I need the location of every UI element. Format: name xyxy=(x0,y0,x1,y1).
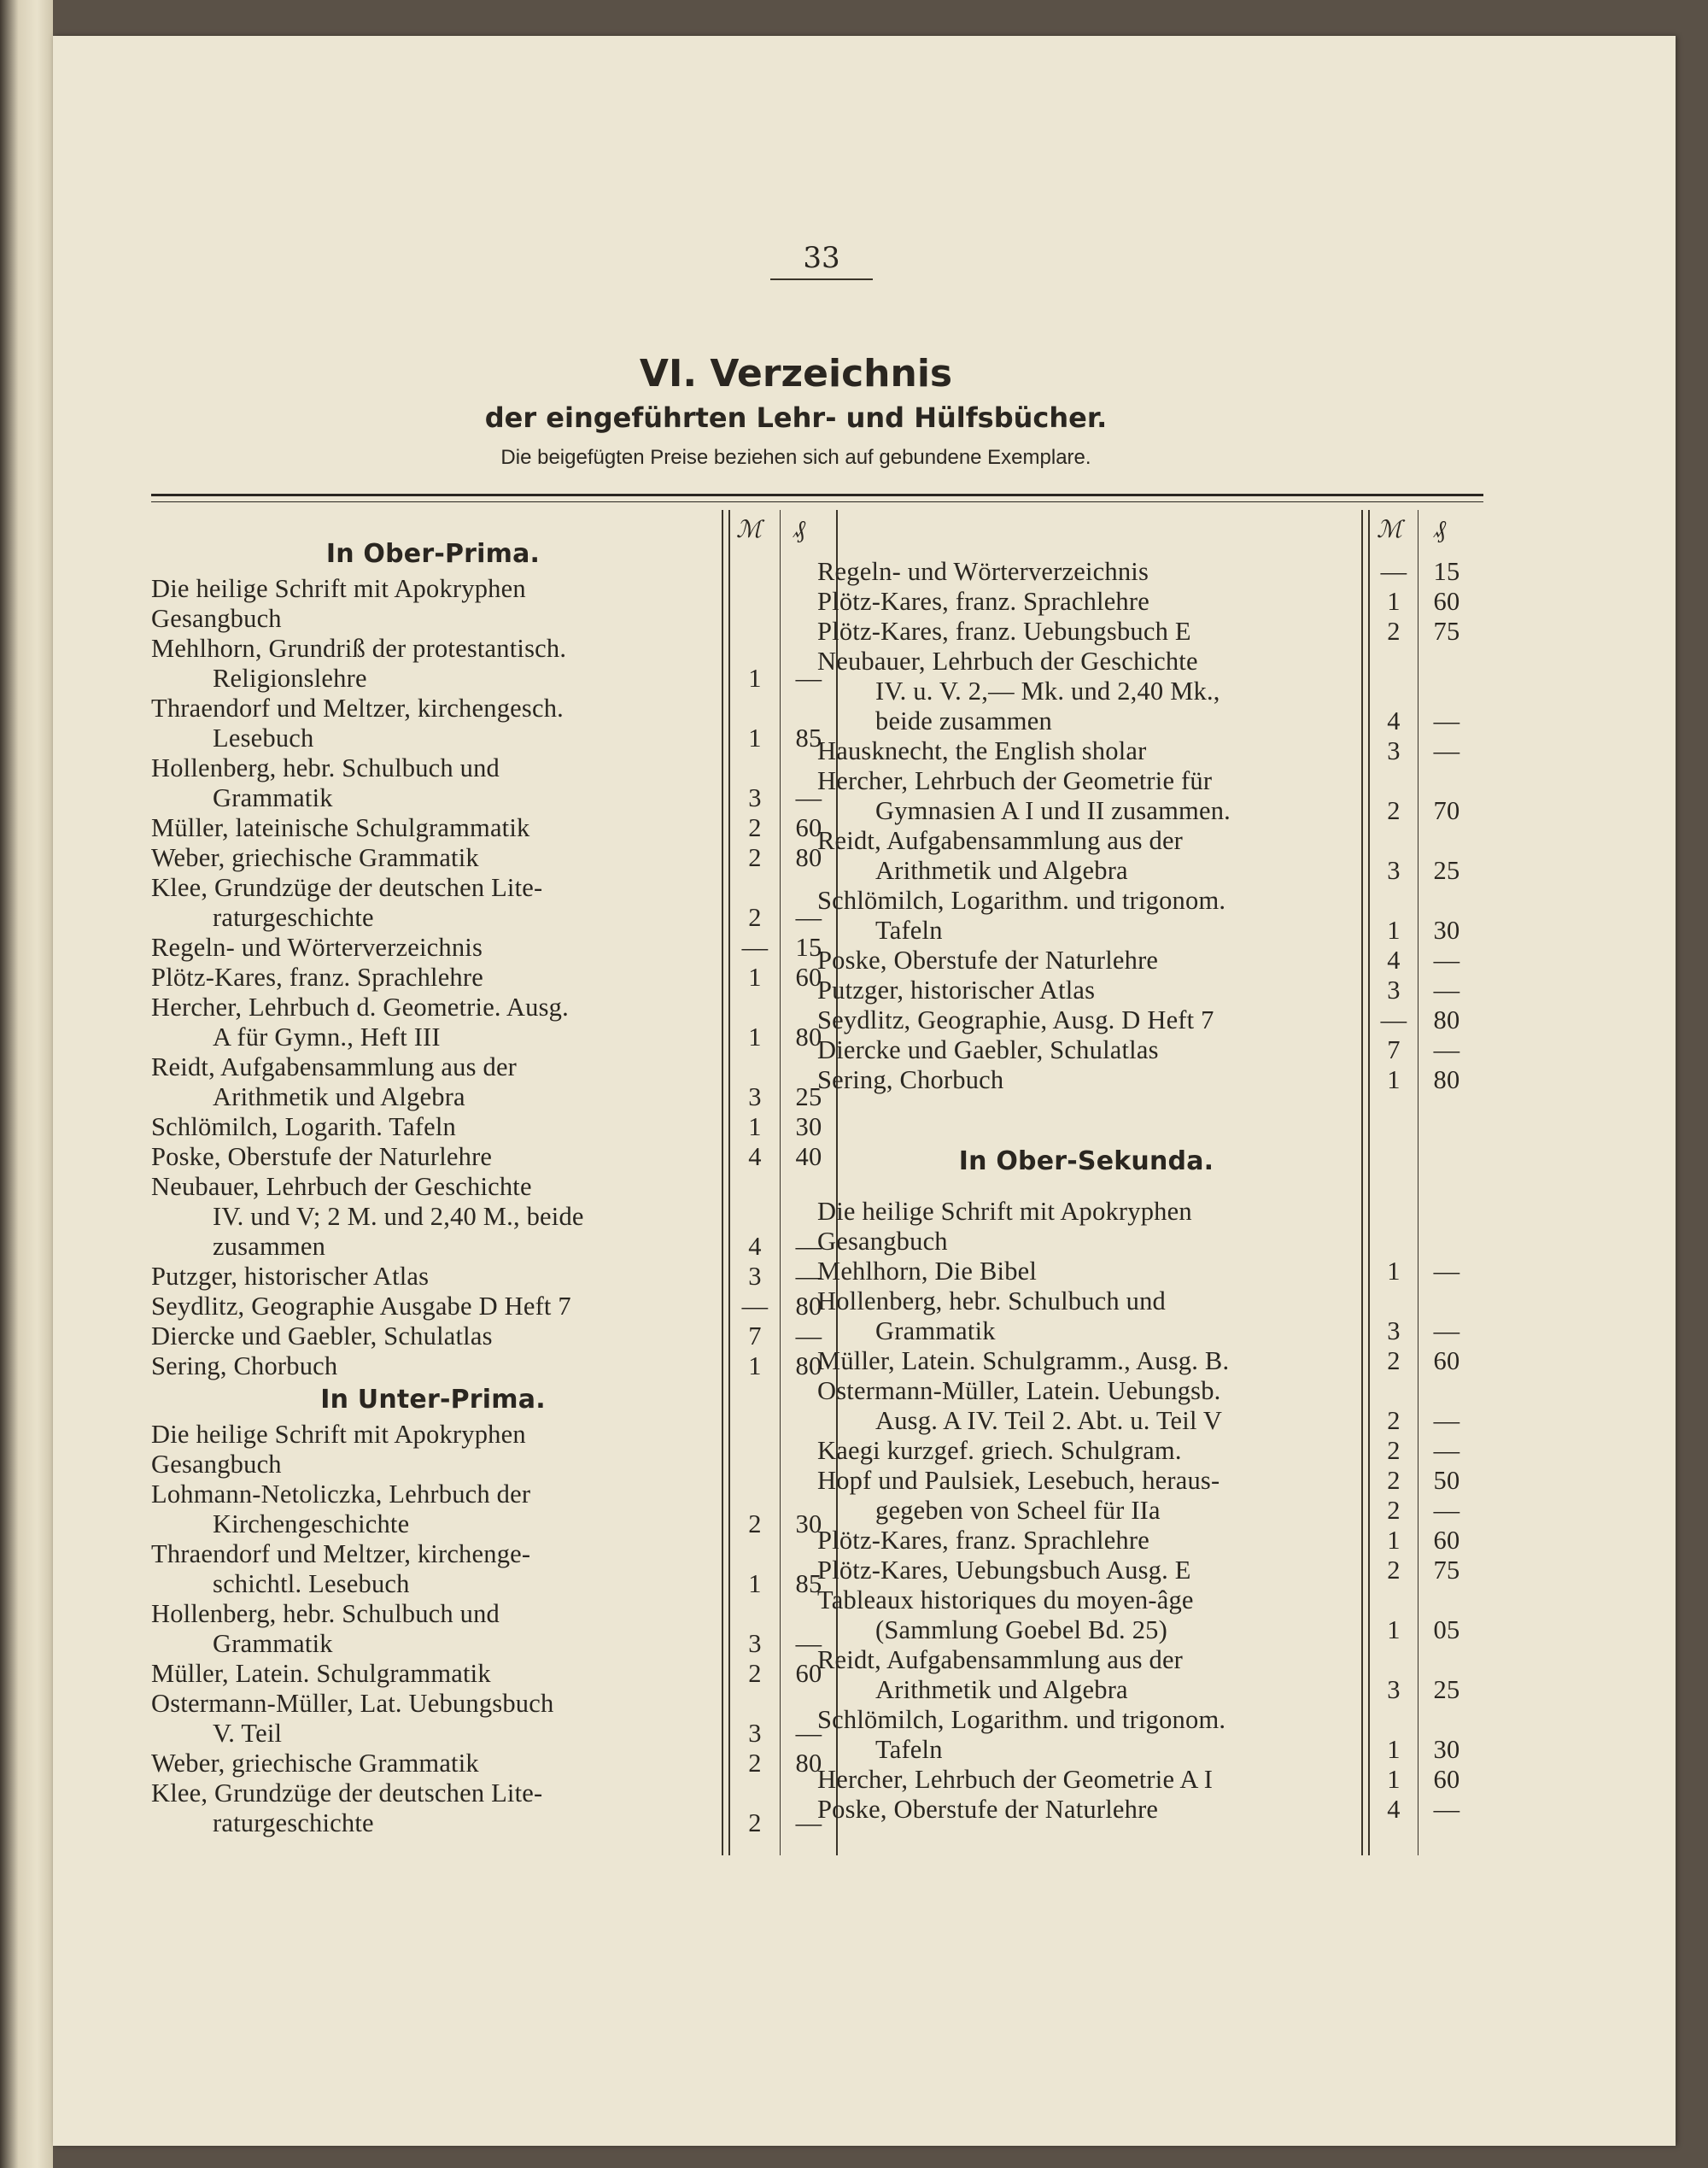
book-title: Kaegi kurzgef. griech. Schulgram. xyxy=(817,1436,1182,1465)
price-mark: 1 xyxy=(748,963,762,992)
book-entry xyxy=(817,976,1483,1005)
price-mark: 7 xyxy=(748,1321,762,1351)
price-pfennig: 25 xyxy=(1433,1675,1460,1704)
price-pfennig: — xyxy=(1433,736,1460,765)
book-title: Plötz-Kares, franz. Sprachlehre xyxy=(817,1526,1149,1555)
price-pfennig: 85 xyxy=(795,724,822,753)
book-entry xyxy=(817,1197,1483,1227)
book-title: Klee, Grundzüge der deutschen Lite- xyxy=(151,873,543,902)
book-title: Tableaux historiques du moyen-âge xyxy=(817,1585,1194,1614)
right-column xyxy=(817,510,1492,1855)
price-pfennig: — xyxy=(1433,976,1460,1005)
price-mark: 2 xyxy=(1387,1556,1401,1585)
price-pfennig: 60 xyxy=(1433,1346,1460,1375)
price-mark: 2 xyxy=(1387,1496,1401,1525)
price-pfennig: 25 xyxy=(1433,856,1460,885)
book-title: Hausknecht, the English sholar xyxy=(817,736,1147,765)
book-title: Poske, Oberstufe der Naturlehre xyxy=(817,946,1159,975)
price-mark: 1 xyxy=(1387,1615,1401,1644)
book-title: Klee, Grundzüge der deutschen Lite- xyxy=(151,1778,543,1808)
book-title: Hollenberg, hebr. Schulbuch und xyxy=(151,753,500,782)
price-mark: 1 xyxy=(1387,916,1401,945)
price-pfennig: 15 xyxy=(795,933,822,962)
book-entry xyxy=(817,1436,1483,1466)
book-entry xyxy=(151,1629,834,1659)
book-entry xyxy=(151,724,834,753)
price-pfennig: 80 xyxy=(1433,1065,1460,1094)
price-pfennig: — xyxy=(1433,1436,1460,1465)
price-mark: 3 xyxy=(748,783,762,812)
book-title: Regeln- und Wörterverzeichnis xyxy=(817,557,1149,586)
price-mark: 7 xyxy=(1387,1035,1401,1064)
book-title: Grammatik xyxy=(213,1629,333,1658)
book-entry xyxy=(817,1675,1483,1705)
price-mark: 1 xyxy=(748,724,762,753)
price-pfennig: — xyxy=(1433,1496,1460,1525)
book-entry xyxy=(817,1346,1483,1376)
book-title: Diercke und Gaebler, Schulatlas xyxy=(151,1321,493,1351)
price-pfennig: — xyxy=(795,1629,822,1658)
price-pfennig: 30 xyxy=(1433,916,1460,945)
price-mark: 1 xyxy=(748,1569,762,1598)
book-title: Sering, Chorbuch xyxy=(151,1351,338,1380)
price-pfennig: — xyxy=(795,1321,822,1351)
book-title: Reidt, Aufgabensammlung aus der xyxy=(817,826,1184,855)
book-entry xyxy=(817,557,1483,587)
price-mark: 1 xyxy=(1387,1735,1401,1764)
book-entry xyxy=(817,647,1483,677)
book-entry xyxy=(817,1795,1483,1825)
price-pfennig: — xyxy=(795,1808,822,1837)
price-pfennig: — xyxy=(1433,1316,1460,1345)
page-number: 33 xyxy=(770,241,873,280)
book-title: Seydlitz, Geographie, Ausg. D Heft 7 xyxy=(817,1005,1214,1034)
book-entry xyxy=(151,1659,834,1689)
book-entry xyxy=(151,1599,834,1629)
book-entry xyxy=(151,843,834,873)
book-entry xyxy=(817,1615,1483,1645)
book-entry xyxy=(151,1292,834,1321)
price-pfennig: 30 xyxy=(795,1112,822,1141)
book-entry xyxy=(151,1480,834,1509)
book-entry xyxy=(817,1466,1483,1496)
book-title: schichtl. Lesebuch xyxy=(213,1569,410,1598)
left-column xyxy=(151,510,839,1855)
book-title: Müller, Latein. Schulgrammatik xyxy=(151,1659,491,1688)
book-title: Kirchengeschichte xyxy=(213,1509,410,1538)
book-entry xyxy=(817,587,1483,617)
section-heading xyxy=(817,1146,1483,1176)
book-title: Reidt, Aufgabensammlung aus der xyxy=(817,1645,1184,1674)
book-entry xyxy=(151,933,834,963)
price-pfennig: 60 xyxy=(795,1659,822,1688)
book-title: Lesebuch xyxy=(213,724,314,753)
book-entry xyxy=(151,1539,834,1569)
book-title: Arithmetik und Algebra xyxy=(875,856,1128,885)
price-pfennig: — xyxy=(1433,946,1460,975)
price-mark: 3 xyxy=(1387,1316,1401,1345)
book-title: Regeln- und Wörterverzeichnis xyxy=(151,933,483,962)
section-heading xyxy=(151,539,834,569)
book-title: Arithmetik und Algebra xyxy=(875,1675,1128,1704)
price-mark: 3 xyxy=(748,1719,762,1748)
book-title: Mehlhorn, Die Bibel xyxy=(817,1257,1038,1286)
book-title: Gymnasien A I und II zusammen. xyxy=(875,796,1231,825)
book-entry xyxy=(151,634,834,664)
book-entry xyxy=(151,1112,834,1142)
book-title: Reidt, Aufgabensammlung aus der xyxy=(151,1052,518,1081)
price-mark: 1 xyxy=(1387,1257,1401,1286)
price-mark: 3 xyxy=(748,1082,762,1111)
price-pfennig: 50 xyxy=(1433,1466,1460,1495)
book-title: IV. u. V. 2,— Mk. und 2,40 Mk., xyxy=(875,677,1220,706)
price-mark: 1 xyxy=(748,1022,762,1052)
book-title: Ostermann-Müller, Latein. Uebungsb. xyxy=(817,1376,1221,1405)
price-mark: 4 xyxy=(1387,1795,1401,1824)
book-entry xyxy=(151,1142,834,1172)
book-entry xyxy=(817,1406,1483,1436)
book-title: Die heilige Schrift mit Apokryphen xyxy=(151,574,526,603)
book-title: Schlömilch, Logarithm. und trigonom. xyxy=(817,1705,1226,1734)
book-entry xyxy=(817,1645,1483,1675)
book-entry xyxy=(151,1172,834,1202)
price-mark: — xyxy=(741,1292,769,1321)
price-pfennig: — xyxy=(795,664,822,693)
book-entry xyxy=(817,706,1483,736)
price-note: Die beigefügten Preise beziehen sich auf gebundene Exemplare. xyxy=(500,446,1091,469)
book-entry xyxy=(817,1035,1483,1065)
book-title: Hollenberg, hebr. Schulbuch und xyxy=(817,1286,1167,1315)
price-mark: 4 xyxy=(1387,706,1401,735)
book-entry xyxy=(817,736,1483,766)
price-pfennig: 75 xyxy=(1433,617,1460,646)
book-title: Grammatik xyxy=(213,783,333,812)
price-pfennig: 40 xyxy=(795,1142,822,1171)
book-entry xyxy=(817,886,1483,916)
price-pfennig: 85 xyxy=(795,1569,822,1598)
book-title: Plötz-Kares, franz. Uebungsbuch E xyxy=(817,617,1191,646)
price-pfennig: 80 xyxy=(795,1022,822,1052)
book-title: (Sammlung Goebel Bd. 25) xyxy=(875,1615,1167,1644)
price-pfennig: 80 xyxy=(795,1292,822,1321)
book-entry xyxy=(151,873,834,903)
book-entry xyxy=(817,826,1483,856)
price-pfennig: — xyxy=(1433,1035,1460,1064)
price-mark: 2 xyxy=(1387,1406,1401,1435)
book-title: zusammen xyxy=(213,1232,326,1261)
price-mark: 4 xyxy=(748,1232,762,1261)
book-entry xyxy=(151,1262,834,1292)
book-title: Arithmetik und Algebra xyxy=(213,1082,465,1111)
book-entry xyxy=(817,766,1483,796)
price-mark: 2 xyxy=(1387,617,1401,646)
book-title: Seydlitz, Geographie Ausgabe D Heft 7 xyxy=(151,1292,571,1321)
book-title: Plötz-Kares, franz. Sprachlehre xyxy=(817,587,1149,616)
price-pfennig: 70 xyxy=(1433,796,1460,825)
book-title: raturgeschichte xyxy=(213,1808,374,1837)
book-entry xyxy=(151,1082,834,1112)
book-title: Hollenberg, hebr. Schulbuch und xyxy=(151,1599,500,1628)
book-entry xyxy=(817,617,1483,647)
book-entry xyxy=(817,1705,1483,1735)
book-entry xyxy=(151,903,834,933)
book-entry xyxy=(817,1735,1483,1765)
book-entry xyxy=(151,813,834,843)
book-title: Thraendorf und Meltzer, kirchengesch. xyxy=(151,694,564,723)
price-pfennig: 30 xyxy=(795,1509,822,1538)
section-heading-text: In Ober-Sekunda. xyxy=(958,1146,1214,1176)
book-entry xyxy=(151,1450,834,1480)
price-mark: 2 xyxy=(748,1749,762,1778)
book-title: raturgeschichte xyxy=(213,903,374,932)
book-title: Gesangbuch xyxy=(151,1450,282,1479)
section-heading xyxy=(151,1385,834,1415)
book-entry xyxy=(817,916,1483,946)
price-pfennig: 75 xyxy=(1433,1556,1460,1585)
price-pfennig: 60 xyxy=(795,813,822,842)
price-pfennig: 80 xyxy=(795,1749,822,1778)
mark-header: ℳ xyxy=(736,515,762,543)
price-mark: 1 xyxy=(1387,1065,1401,1094)
book-entry xyxy=(151,1719,834,1749)
page-subtitle: der eingeführten Lehr- und Hülfsbücher. xyxy=(484,401,1108,434)
mark-header: ℳ xyxy=(1377,515,1402,543)
book-entry xyxy=(151,1778,834,1808)
book-entry xyxy=(817,1257,1483,1286)
price-mark: 2 xyxy=(748,1808,762,1837)
section-heading-text: In Unter-Prima. xyxy=(320,1385,546,1415)
price-pfennig: 80 xyxy=(795,1351,822,1380)
book-entry xyxy=(817,1585,1483,1615)
book-entry xyxy=(151,1232,834,1262)
price-pfennig: 60 xyxy=(1433,1526,1460,1555)
price-mark: 1 xyxy=(1387,1526,1401,1555)
book-entry xyxy=(151,1420,834,1450)
book-title: Poske, Oberstufe der Naturlehre xyxy=(817,1795,1159,1824)
book-title: Poske, Oberstufe der Naturlehre xyxy=(151,1142,493,1171)
book-entry xyxy=(817,1005,1483,1035)
price-mark: 2 xyxy=(748,1509,762,1538)
price-pfennig: — xyxy=(795,903,822,932)
price-mark: 2 xyxy=(1387,1346,1401,1375)
book-entry xyxy=(151,1749,834,1778)
book-entry xyxy=(151,963,834,993)
book-title: beide zusammen xyxy=(875,706,1052,735)
price-mark: — xyxy=(1380,557,1407,586)
book-entry xyxy=(151,1689,834,1719)
price-mark: 3 xyxy=(1387,976,1401,1005)
book-title: Müller, Latein. Schulgramm., Ausg. B. xyxy=(817,1346,1230,1375)
book-title: Plötz-Kares, franz. Sprachlehre xyxy=(151,963,483,992)
price-mark: — xyxy=(1380,1005,1407,1034)
book-entry xyxy=(151,1022,834,1052)
book-title: Hercher, Lehrbuch der Geometrie für xyxy=(817,766,1213,795)
book-title: Neubauer, Lehrbuch der Geschichte xyxy=(817,647,1198,676)
price-pfennig: 25 xyxy=(795,1082,822,1111)
price-mark: 1 xyxy=(748,664,762,693)
price-mark: 1 xyxy=(1387,1765,1401,1794)
price-mark: 2 xyxy=(748,1659,762,1688)
book-entry xyxy=(151,1202,834,1232)
book-entry xyxy=(151,1321,834,1351)
book-title: A für Gymn., Heft III xyxy=(213,1022,441,1052)
price-pfennig: — xyxy=(1433,1257,1460,1286)
price-pfennig: 60 xyxy=(795,963,822,992)
price-mark: 1 xyxy=(748,1112,762,1141)
book-entry xyxy=(151,993,834,1022)
book-entry xyxy=(151,1052,834,1082)
book-entry xyxy=(151,1569,834,1599)
book-entry xyxy=(817,946,1483,976)
book-entry xyxy=(151,694,834,724)
book-title: Plötz-Kares, Uebungsbuch Ausg. E xyxy=(817,1556,1191,1585)
book-entry xyxy=(151,1808,834,1838)
price-pfennig: 15 xyxy=(1433,557,1460,586)
book-title: Putzger, historischer Atlas xyxy=(151,1262,430,1291)
price-pfennig: — xyxy=(795,783,822,812)
price-mark: 4 xyxy=(1387,946,1401,975)
price-mark: 2 xyxy=(1387,796,1401,825)
price-mark: 3 xyxy=(748,1262,762,1291)
book-title: Grammatik xyxy=(875,1316,996,1345)
price-pfennig: 80 xyxy=(1433,1005,1460,1034)
price-mark: — xyxy=(741,933,769,962)
book-entry xyxy=(151,783,834,813)
book-title: Mehlhorn, Grundriß der protestantisch. xyxy=(151,634,567,663)
book-title: Gesangbuch xyxy=(151,604,282,633)
book-title: Ausg. A IV. Teil 2. Abt. u. Teil V xyxy=(875,1406,1223,1435)
price-mark: 3 xyxy=(1387,856,1401,885)
book-title: gegeben von Scheel für IIa xyxy=(875,1496,1161,1525)
price-mark: 2 xyxy=(748,813,762,842)
book-title: Putzger, historischer Atlas xyxy=(817,976,1096,1005)
price-mark: 2 xyxy=(1387,1436,1401,1465)
price-pfennig: — xyxy=(1433,706,1460,735)
book-title: Lohmann-Netoliczka, Lehrbuch der xyxy=(151,1480,531,1509)
book-title: Hercher, Lehrbuch d. Geometrie. Ausg. xyxy=(151,993,569,1022)
price-pfennig: — xyxy=(795,1232,822,1261)
book-title: Hercher, Lehrbuch der Geometrie A I xyxy=(817,1765,1214,1794)
price-pfennig: — xyxy=(1433,1406,1460,1435)
book-entry xyxy=(817,1316,1483,1346)
price-mark: 1 xyxy=(748,1351,762,1380)
book-entry xyxy=(817,1496,1483,1526)
book-entry xyxy=(817,1286,1483,1316)
book-title: Diercke und Gaebler, Schulatlas xyxy=(817,1035,1159,1064)
book-title: Weber, griechische Grammatik xyxy=(151,843,479,872)
book-entry xyxy=(817,1376,1483,1406)
double-rule-bottom xyxy=(151,501,1483,502)
price-pfennig: 30 xyxy=(1433,1735,1460,1764)
book-title: Religionslehre xyxy=(213,664,367,693)
price-pfennig: 80 xyxy=(795,843,822,872)
double-rule-top xyxy=(151,494,1483,496)
section-heading-text: In Ober-Prima. xyxy=(325,539,541,569)
book-entry xyxy=(817,1526,1483,1556)
book-title: Schlömilch, Logarith. Tafeln xyxy=(151,1112,456,1141)
pfennig-header: ₰ xyxy=(1434,515,1446,543)
price-pfennig: — xyxy=(1433,1795,1460,1824)
book-entry xyxy=(151,1351,834,1381)
book-entry xyxy=(817,796,1483,826)
book-entry xyxy=(817,1065,1483,1095)
book-entry xyxy=(817,1227,1483,1257)
pfennig-header: ₰ xyxy=(793,515,805,543)
book-title: Die heilige Schrift mit Apokryphen xyxy=(151,1420,526,1449)
price-pfennig: 60 xyxy=(1433,587,1460,616)
book-title: Weber, griechische Grammatik xyxy=(151,1749,479,1778)
book-entry xyxy=(817,1556,1483,1585)
price-mark: 3 xyxy=(1387,736,1401,765)
price-pfennig: — xyxy=(795,1719,822,1748)
book-title: Ostermann-Müller, Lat. Uebungsbuch xyxy=(151,1689,554,1718)
book-title: Thraendorf und Meltzer, kirchenge- xyxy=(151,1539,531,1568)
book-title: Schlömilch, Logarithm. und trigonom. xyxy=(817,886,1226,915)
book-title: IV. und V; 2 M. und 2,40 M., beide xyxy=(213,1202,584,1231)
price-mark: 2 xyxy=(748,843,762,872)
page-title: VI. Verzeichnis xyxy=(639,352,953,396)
book-entry xyxy=(151,1509,834,1539)
book-entry xyxy=(151,574,834,604)
book-entry xyxy=(151,664,834,694)
price-pfennig: 05 xyxy=(1433,1615,1460,1644)
price-pfennig: 60 xyxy=(1433,1765,1460,1794)
book-title: Neubauer, Lehrbuch der Geschichte xyxy=(151,1172,532,1201)
price-mark: 4 xyxy=(748,1142,762,1171)
book-entry xyxy=(817,1765,1483,1795)
book-title: Tafeln xyxy=(875,1735,943,1764)
price-mark: 3 xyxy=(748,1629,762,1658)
page xyxy=(53,36,1676,2146)
price-mark: 2 xyxy=(1387,1466,1401,1495)
book-title: Müller, lateinische Schulgrammatik xyxy=(151,813,530,842)
book-title: Tafeln xyxy=(875,916,943,945)
book-title: Gesangbuch xyxy=(817,1227,948,1256)
book-entry xyxy=(151,753,834,783)
book-entry xyxy=(817,856,1483,886)
book-entry xyxy=(817,677,1483,706)
book-title: Die heilige Schrift mit Apokryphen xyxy=(817,1197,1192,1226)
book-title: Hopf und Paulsiek, Lesebuch, heraus- xyxy=(817,1466,1220,1495)
price-pfennig: — xyxy=(795,1262,822,1291)
price-mark: 3 xyxy=(1387,1675,1401,1704)
price-mark: 2 xyxy=(748,903,762,932)
book-entry xyxy=(151,604,834,634)
price-mark: 1 xyxy=(1387,587,1401,616)
book-spine xyxy=(0,0,53,2168)
book-title: V. Teil xyxy=(213,1719,283,1748)
book-title: Sering, Chorbuch xyxy=(817,1065,1004,1094)
